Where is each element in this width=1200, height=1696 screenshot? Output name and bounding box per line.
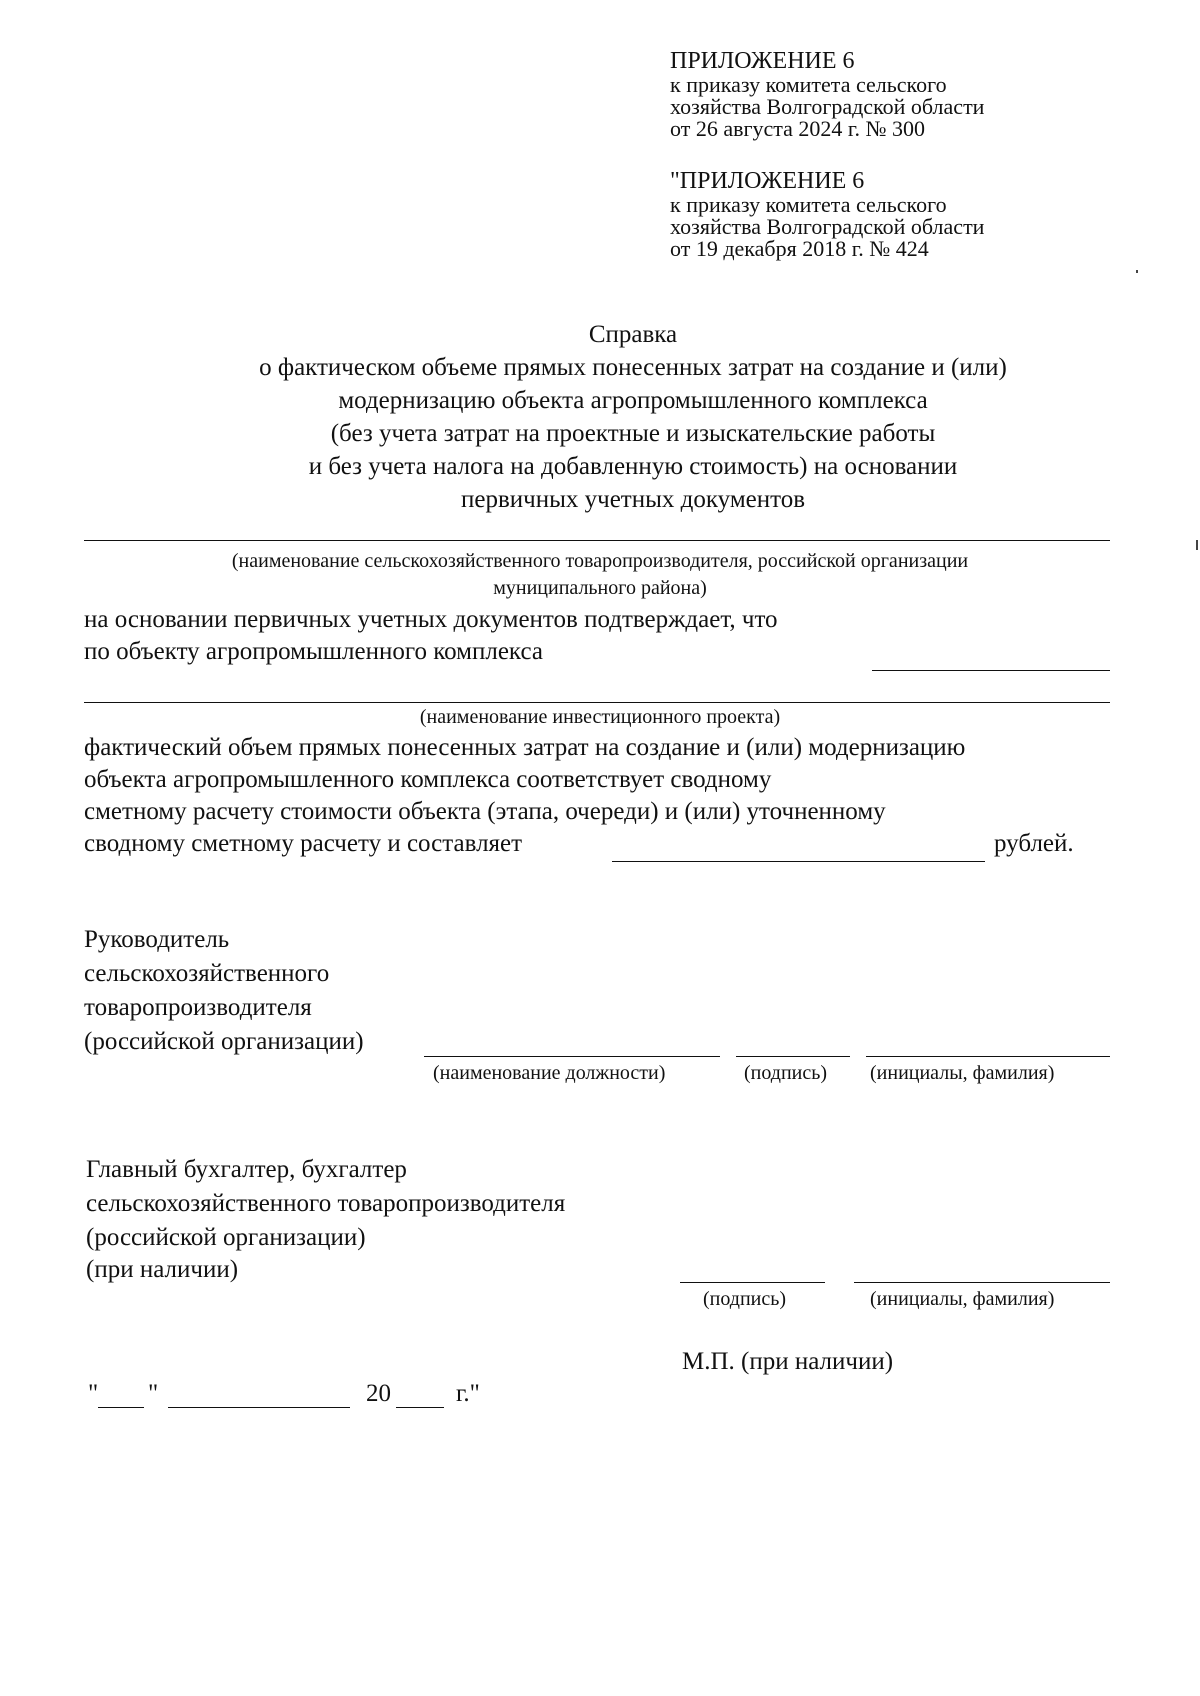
project-text: фактический объем прямых понесенных затрат на создание и (или) модернизацию bbox=[84, 734, 966, 761]
amount-field[interactable] bbox=[612, 861, 985, 862]
accountant-name-field[interactable] bbox=[854, 1282, 1110, 1283]
organization-caption: муниципального района) bbox=[493, 577, 707, 599]
date-suffix: г." bbox=[456, 1380, 480, 1407]
position-caption: (наименование должности) bbox=[433, 1062, 666, 1084]
appendix-title: ПРИЛОЖЕНИЕ 6 bbox=[670, 48, 855, 74]
title-line: о фактическом объеме прямых понесенных затрат на создание и (или) bbox=[259, 354, 1007, 381]
signature-caption: (подпись) bbox=[744, 1062, 828, 1084]
confirm-text: по объекту агропромышленного комплекса bbox=[84, 638, 543, 665]
accountant-title-line: (при наличии) bbox=[86, 1256, 239, 1283]
appendix-header-new bbox=[670, 48, 984, 140]
title-line: первичных учетных документов bbox=[460, 486, 806, 513]
appendix-order-date: от 26 августа 2024 г. № 300 bbox=[670, 116, 925, 141]
project-name-field[interactable] bbox=[84, 702, 1110, 703]
date-year-field[interactable] bbox=[396, 1407, 444, 1408]
scan-speck bbox=[1196, 540, 1198, 550]
organization-caption: (наименование сельскохозяйственного товаропроизводителя, российской организации bbox=[231, 550, 969, 572]
currency-label: рублей. bbox=[994, 830, 1074, 857]
project-caption: (наименование инвестиционного проекта) bbox=[419, 706, 781, 728]
confirm-text: на основании первичных учетных документов подтверждает, что bbox=[84, 606, 778, 633]
date-open-quote: " bbox=[88, 1380, 99, 1407]
accountant-title-line: сельскохозяйственного товаропроизводителя bbox=[86, 1190, 566, 1217]
head-title-line: Руководитель bbox=[84, 926, 230, 953]
stamp-label: М.П. (при наличии) bbox=[682, 1348, 894, 1375]
title-heading: Справка bbox=[588, 321, 678, 348]
head-signature-field[interactable] bbox=[736, 1056, 850, 1057]
date-day-field[interactable] bbox=[98, 1407, 144, 1408]
signature-caption: (подпись) bbox=[703, 1288, 787, 1310]
title-line: и без учета налога на добавленную стоимость) на основании bbox=[308, 453, 958, 480]
accountant-signature-field[interactable] bbox=[680, 1282, 825, 1283]
appendix-order-line: хозяйства Волгоградской области bbox=[670, 214, 985, 239]
project-text: сметному расчету стоимости объекта (этапа, очереди) и (или) уточненному bbox=[84, 798, 886, 825]
appendix-title: "ПРИЛОЖЕНИЕ 6 bbox=[670, 168, 865, 194]
organization-name-field[interactable] bbox=[84, 540, 1110, 541]
agro-object-field[interactable] bbox=[872, 670, 1110, 671]
project-text: сводному сметному расчету и составляет bbox=[84, 830, 523, 857]
head-name-field[interactable] bbox=[866, 1056, 1110, 1057]
appendix-header-old bbox=[670, 168, 984, 260]
appendix-order-line: к приказу комитета сельского bbox=[670, 72, 947, 97]
head-title-line: (российской организации) bbox=[84, 1028, 364, 1055]
project-text: объекта агропромышленного комплекса соответствует сводному bbox=[84, 766, 772, 793]
appendix-order-line: к приказу комитета сельского bbox=[670, 192, 947, 217]
title-line: модернизацию объекта агропромышленного комплекса bbox=[338, 387, 928, 414]
head-title-line: сельскохозяйственного bbox=[84, 960, 330, 987]
date-close-quote: " bbox=[148, 1380, 159, 1407]
date-year-prefix: 20 bbox=[366, 1380, 391, 1407]
date-month-field[interactable] bbox=[168, 1407, 350, 1408]
appendix-order-line: хозяйства Волгоградской области bbox=[670, 94, 985, 119]
name-caption: (инициалы, фамилия) bbox=[870, 1062, 1055, 1084]
name-caption: (инициалы, фамилия) bbox=[870, 1288, 1055, 1310]
scan-speck bbox=[1136, 270, 1138, 273]
document-title bbox=[0, 318, 1200, 516]
appendix-order-date: от 19 декабря 2018 г. № 424 bbox=[670, 236, 929, 261]
accountant-title-line: Главный бухгалтер, бухгалтер bbox=[86, 1156, 407, 1183]
title-line: (без учета затрат на проектные и изыскательские работы bbox=[330, 420, 936, 447]
head-title-line: товаропроизводителя bbox=[84, 994, 312, 1021]
accountant-title-line: (российской организации) bbox=[86, 1224, 366, 1251]
head-position-field[interactable] bbox=[424, 1056, 720, 1057]
